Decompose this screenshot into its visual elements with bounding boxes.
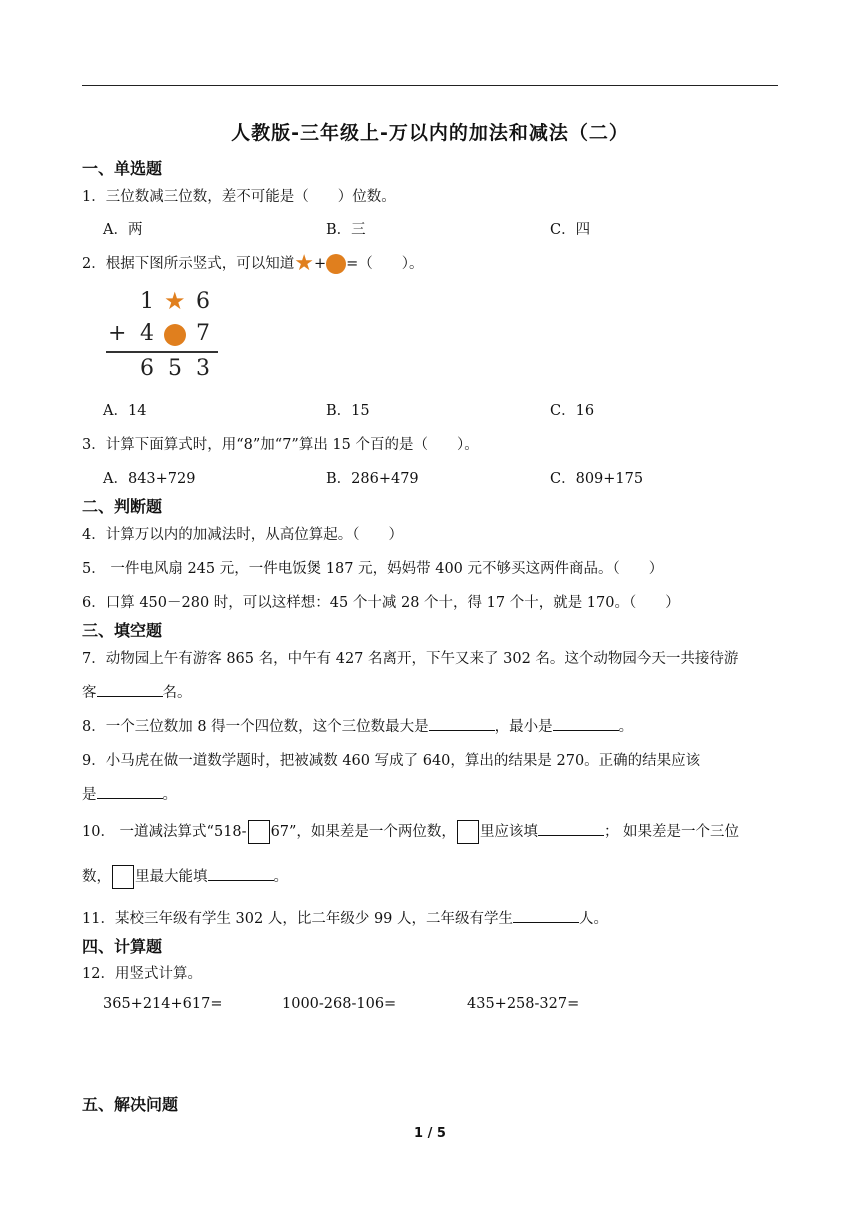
q1-option-b: B．三 bbox=[326, 222, 366, 238]
digit: 4 bbox=[140, 321, 154, 346]
q11-text: 11．某校三年级有学生 302 人，比二年级少 99 人，二年级有学生 bbox=[82, 911, 514, 927]
q3-option-c: C．809+175 bbox=[550, 471, 644, 487]
section-heading-true-false: 二、判断题 bbox=[82, 497, 163, 516]
q9-text: 。 bbox=[162, 787, 177, 803]
q10-text: ； 如果差是一个三位 bbox=[603, 824, 740, 840]
q8-text: 。 bbox=[618, 719, 634, 735]
section-heading-calculation: 四、计算题 bbox=[82, 937, 163, 956]
question-5: 5． 一件电风扇 245 元，一件电饭煲 187 元，妈妈带 400 元不够买这两件商品。（ ） bbox=[82, 561, 664, 577]
q7-text: 名。 bbox=[162, 685, 192, 701]
calc-expression-1: 365+214+617= bbox=[103, 996, 223, 1012]
q11-text: 人。 bbox=[579, 911, 609, 927]
digit-box[interactable] bbox=[457, 820, 479, 844]
q9-text: 是 bbox=[82, 787, 97, 803]
q8-text: ，最小是 bbox=[494, 719, 553, 735]
question-3: 3．计算下面算式时，用“8”加“7”算出 15 个百的是（ ）。 bbox=[82, 437, 479, 453]
plus-sign: + bbox=[108, 321, 127, 346]
question-1: 1．三位数减三位数，差不可能是（ ）位数。 bbox=[82, 189, 396, 205]
q2-suffix: =（ ）。 bbox=[346, 256, 424, 272]
q2-option-c: C．16 bbox=[550, 403, 595, 419]
answer-blank[interactable] bbox=[538, 821, 604, 836]
question-9-line-2 bbox=[82, 783, 177, 804]
digit: 6 bbox=[196, 289, 210, 314]
question-9-line-1: 9．小马虎在做一道数学题时，把被减数 460 写成了 640，算出的结果是 270。正确的结果应该 bbox=[82, 753, 701, 769]
q10-text: 67”，如果差是一个两位数， bbox=[270, 824, 456, 840]
q3-option-b: B．286+479 bbox=[326, 471, 419, 487]
digit-box[interactable] bbox=[112, 865, 134, 889]
q8-text: 8．一个三位数加 8 得一个四位数，这个三位数最大是 bbox=[82, 719, 429, 735]
question-7-line-1: 7．动物园上午有游客 865 名，中午有 427 名离开，下午又来了 302 名。这个动物园今天一共接待游 bbox=[82, 651, 739, 667]
digit: 6 bbox=[140, 356, 154, 381]
q10-text: 10． 一道减法算式“518- bbox=[82, 824, 247, 840]
page-title: 人教版-三年级上-万以内的加法和减法（二） bbox=[231, 122, 629, 144]
question-2 bbox=[82, 252, 424, 274]
question-12: 12．用竖式计算。 bbox=[82, 966, 202, 982]
calc-expression-3: 435+258-327= bbox=[467, 996, 580, 1012]
digit: 3 bbox=[196, 356, 210, 381]
digit: 1 bbox=[140, 289, 154, 314]
question-11 bbox=[82, 907, 608, 928]
q1-option-a: A．两 bbox=[103, 222, 143, 238]
digit: 7 bbox=[196, 321, 210, 346]
question-10-line-1 bbox=[82, 820, 739, 844]
answer-blank[interactable] bbox=[513, 908, 579, 923]
star-icon: ★ bbox=[164, 287, 186, 315]
section-heading-problem-solving: 五、解决问题 bbox=[82, 1095, 179, 1114]
q1-option-c: C．四 bbox=[550, 222, 591, 238]
digit-box[interactable] bbox=[248, 820, 270, 844]
q2-option-a: A．14 bbox=[103, 403, 147, 419]
q10-text: 。 bbox=[273, 869, 288, 885]
question-8 bbox=[82, 715, 633, 736]
header-rule bbox=[82, 85, 778, 86]
calc-expression-2: 1000-268-106= bbox=[282, 996, 397, 1012]
circle-icon bbox=[326, 254, 346, 274]
page-number: 1 / 5 bbox=[414, 1126, 446, 1141]
section-heading-fill-blank: 三、填空题 bbox=[82, 621, 163, 640]
q10-text: 里应该填 bbox=[479, 824, 538, 840]
q3-option-a: A．843+729 bbox=[103, 471, 196, 487]
sum-line bbox=[106, 351, 218, 353]
q2-plus: + bbox=[313, 256, 327, 272]
answer-blank[interactable] bbox=[97, 784, 163, 799]
section-heading-single-choice: 一、单选题 bbox=[82, 159, 163, 178]
q10-text: 里最大能填 bbox=[135, 869, 208, 885]
question-4: 4．计算万以内的加减法时，从高位算起。（ ） bbox=[82, 527, 403, 543]
q2-prefix: 2．根据下图所示竖式，可以知道 bbox=[82, 256, 295, 272]
question-6: 6．口算 450－280 时，可以这样想：45 个十减 28 个十，得 17 个十，就是 170。（ ） bbox=[82, 595, 680, 611]
circle-icon bbox=[164, 324, 186, 346]
answer-blank[interactable] bbox=[429, 716, 495, 731]
answer-blank[interactable] bbox=[97, 682, 163, 697]
question-7-line-2 bbox=[82, 681, 192, 702]
q2-option-b: B．15 bbox=[326, 403, 370, 419]
vertical-addition-figure bbox=[100, 283, 220, 383]
question-10-line-2 bbox=[82, 865, 288, 889]
star-icon: ★ bbox=[294, 251, 314, 276]
digit: 5 bbox=[168, 356, 182, 381]
q10-text: 数， bbox=[82, 869, 111, 885]
answer-blank[interactable] bbox=[208, 866, 274, 881]
answer-blank[interactable] bbox=[553, 716, 619, 731]
q7-text: 客 bbox=[82, 685, 97, 701]
